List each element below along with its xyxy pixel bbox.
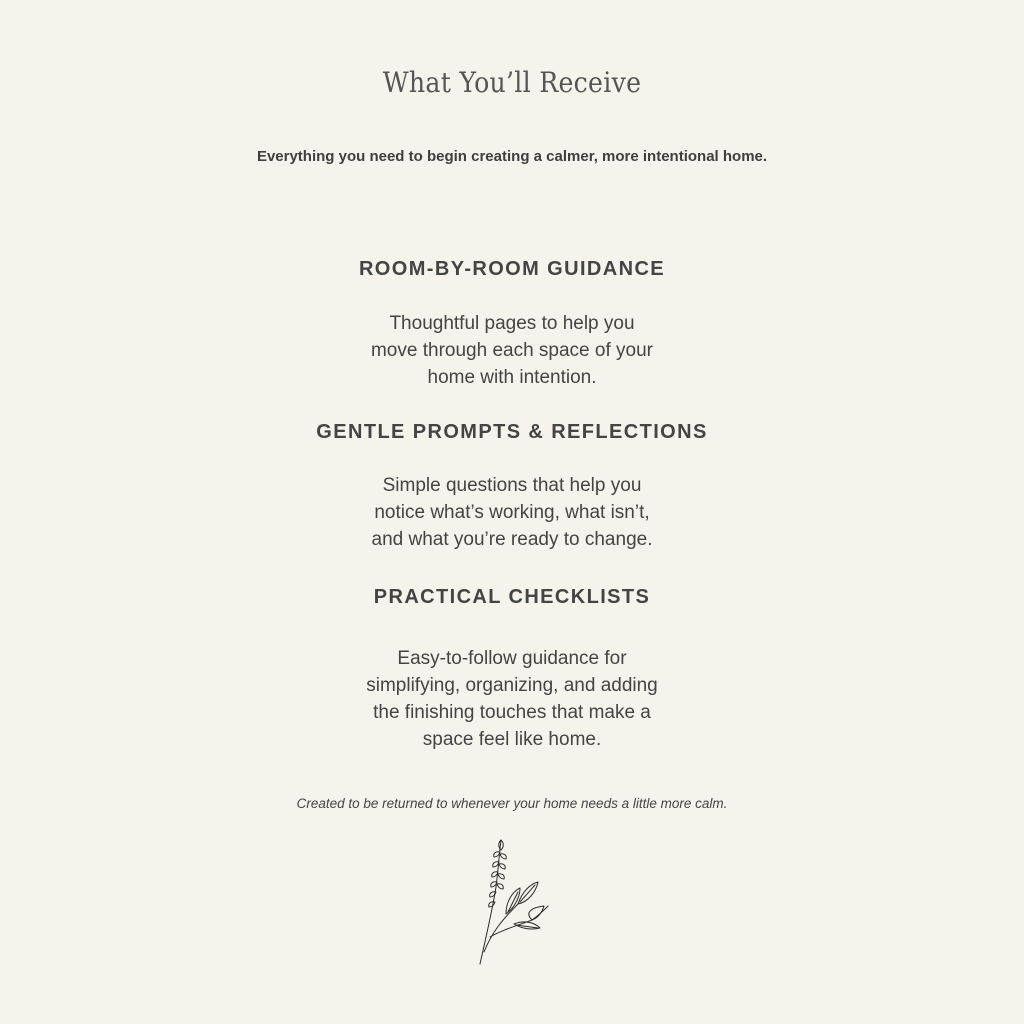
section-description-line: and what you’re ready to change.: [371, 529, 653, 550]
section-heading-prompts-reflections: GENTLE PROMPTS & REFLECTIONS: [316, 421, 708, 443]
section-description-line: home with intention.: [427, 367, 597, 388]
section-description-prompts-reflections: [0, 472, 1024, 553]
section-description-line: notice what’s working, what isn’t,: [374, 502, 650, 523]
section-description-room-by-room: [0, 310, 1024, 391]
botanical-sprig-icon: [468, 832, 560, 968]
section-description-line: move through each space of your: [370, 340, 653, 361]
footer-note: Created to be returned to whenever your home needs a little more calm.: [296, 796, 728, 811]
section-description-line: simplifying, organizing, and adding: [366, 675, 658, 696]
section-heading-room-by-room: ROOM-BY-ROOM GUIDANCE: [358, 258, 666, 280]
section-description-line: the finishing touches that make a: [373, 702, 651, 723]
page-subtitle: Everything you need to begin creating a calmer, more intentional home.: [256, 148, 768, 165]
section-heading-checklists: PRACTICAL CHECKLISTS: [373, 586, 651, 608]
section-description-checklists: [0, 645, 1024, 753]
section-description-line: Easy-to-follow guidance for: [397, 648, 627, 669]
section-description-line: Simple questions that help you: [382, 475, 642, 496]
section-description-line: Thoughtful pages to help you: [389, 313, 635, 334]
section-description-line: space feel like home.: [422, 729, 602, 750]
page-title: What You’ll Receive: [382, 66, 642, 99]
